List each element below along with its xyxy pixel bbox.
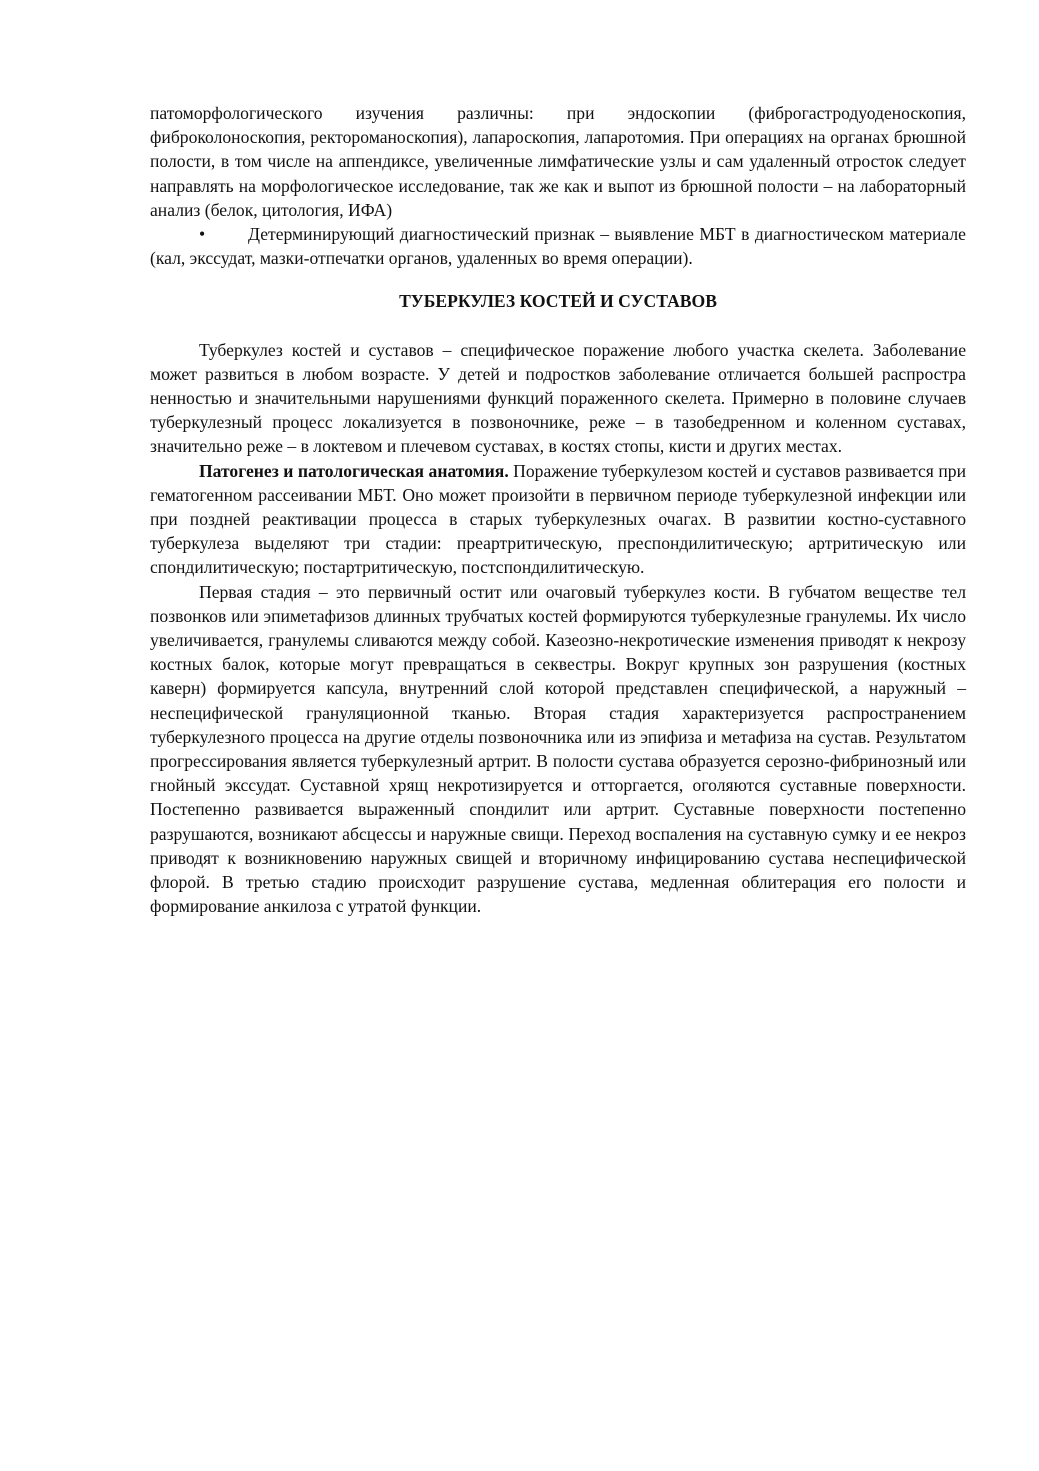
bullet-text: Детерминирующий диагностический признак – выявление МБТ в диагностическом материале (кал, экссудат, мазки-отпечатки органов, удаленных во время операции). (150, 224, 966, 269)
section-title: ТУБЕРКУЛЕЗ КОСТЕЙ И СУСТАВОВ (399, 291, 717, 312)
bullet-marker: • (199, 224, 206, 245)
intro-paragraph: Туберкулез костей и суставов – специфическое поражение любого участка скелета. Заболевание может развиться в любом возрасте. У детей и подростков заболевание отличается большей распростра ненностью и значительными нарушениями функций пораженного скелета. Примерно в половине случаев туберкулезный процесс локализуется в позвоночнике, реже – в тазобедренном и коленном суставах, значительно реже – в локтевом и плечевом суставах, в костях стопы, кисти и других местах. (150, 339, 966, 457)
pathogenesis-paragraph (150, 459, 966, 580)
first-stage-paragraph: Первая стадия – это первичный остит или очаговый туберкулез кости. В губчатом веществе тел позвонков или эпиметафизов длинных трубчатых костей формируются туберкулезные гранулемы. Их число увеличивается, гранулемы сливаются между собой. Казеозно-некротические изменения приводят к некрозу костных балок, которые могут превращаться в секвестры. Вокруг крупных зон разрушения (костных каверн) формируется капсула, внутренний слой которой представлен специфической, а наружный – неспецифической грануляционной тканью. Вторая стадия характеризуется распространением туберкулезного процесса на другие отделы позвоночника или из эпифиза и метафиза на сустав. Результатом прогрессирования является туберкулезный артрит. В полости сустава образуется серозно-фибринозный или гнойный экссудат. Суставной хрящ некротизируется и отторгается, оголяются суставные поверхности. Постепенно развивается выраженный спондилит или артрит. Суставные поверхности постепенно разрушаются, возникают абсцессы и наружные свищи. Переход воспаления на суставную сумку и ее некроз приводят к возникновению наружных свищей и вторичному инфицированию сустава неспецифической флорой. В третью стадию происходит разрушение сустава, медленная облитерация его полости и формирование анкилоза с утратой функции. (150, 581, 966, 917)
pathogenesis-lead: Патогенез и патологическая анатомия. (199, 460, 509, 481)
bullet-item (150, 222, 966, 270)
pathogenesis-text: Поражение туберкулезом костей и суставов развивается при гематогенном рассеивании МБТ. Оно может произойти в первичном периоде туберкулезной инфекции или при поздней реактивации процесса в старых туберкулезных очагах. В развитии костно-суставного туберкулеза выделяют три стадии: преартритическую, преспондилитическую; артритическую или спондилитическую; постартритическую, постспондилитическую. (150, 460, 966, 578)
continuation-paragraph: патоморфологического изучения различны: при эндоскопии (фиброгастродуоденоскопия, фиброколоноскопия, ректороманоскопия), лапароскопия, лапаротомия. При операциях на органах брюшной полости, в том числе на аппендиксе, увеличенные лимфатические узлы и сам удаленный отросток следует направлять на морфологическое исследование, так же как и выпот из брюшной полости – на лабораторный анализ (белок, цитология, ИФА) (150, 103, 966, 220)
document-page (150, 101, 966, 919)
